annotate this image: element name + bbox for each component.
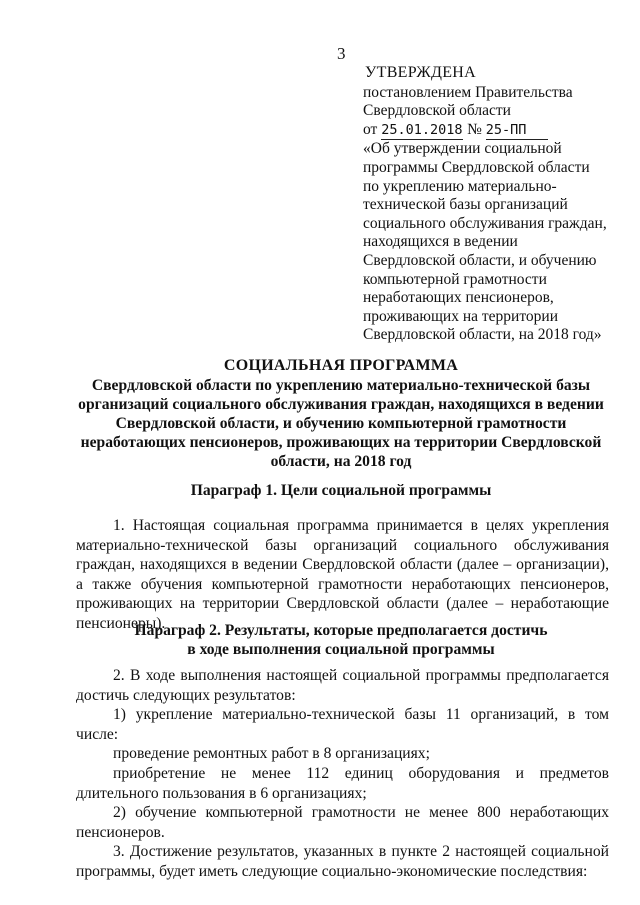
document-title — [76, 356, 606, 471]
page-number: 3 — [337, 44, 346, 63]
title-sub: Свердловской области по укреплению материально-технической базы организаций социального обслуживания граждан, находящихся в ведении Свердловской области, и обучению компьютерной грамотности неработающих пенсионеров, проживающих на территории Свердловской области, на 2018 год — [78, 377, 604, 470]
approval-date-number-line — [363, 121, 608, 141]
section-2-body — [76, 666, 609, 882]
paragraph: приобретение не менее 112 единиц оборудования и предметов длительного пользования в 6 организациях; — [76, 764, 609, 802]
paragraph: 3. Достижение результатов, указанных в пункте 2 настоящей социальной программы, будет иметь следующие социально-экономические последствия: — [76, 843, 609, 880]
title-main: СОЦИАЛЬНАЯ ПРОГРАММА — [223, 357, 459, 374]
approval-line-2: Свердловской области — [363, 102, 511, 120]
section-2-heading-line-1: Параграф 2. Результаты, которые предполагается достичь — [134, 622, 548, 639]
paragraph: 1) укрепление материально-технической базы 11 организаций, в том числе: — [76, 706, 609, 743]
approval-block — [363, 64, 608, 345]
approval-date: 25.01.2018 — [381, 121, 463, 141]
section-1-heading: Параграф 1. Цели социальной программы — [190, 482, 492, 499]
paragraph: 2. В ходе выполнения настоящей социальной программы предполагается достичь следующих результатов: — [76, 667, 609, 704]
approval-heading: УТВЕРЖДЕНА — [365, 64, 477, 81]
section-2-heading-line-2: в ходе выполнения социальной программы — [187, 641, 495, 658]
approval-line-1: постановлением Правительства — [363, 83, 573, 101]
paragraph: 2) обучение компьютерной грамотности не менее 800 неработающих пенсионеров. — [76, 804, 609, 841]
approval-quote: «Об утверждении социальной программы Свердловской области по укреплению материально-технической базы организаций социального обслуживания граждан, находящихся в ведении Свердловской области, и обучению компьютерной грамотности неработающих пенсионеров, проживающих на территории Свердловской области, на 2018 год» — [363, 140, 607, 344]
number-prefix: № — [467, 120, 482, 138]
date-prefix: от — [363, 120, 378, 138]
section-1-body — [76, 516, 609, 634]
paragraph: 1. Настоящая социальная программа принимается в целях укрепления материально-технической базы организаций социального обслуживания граждан, находящихся в ведении Свердловской области (далее – организации), а также обучения компьютерной грамотности неработающих пенсионеров, проживающих на территории Свердловской области (далее – неработающие пенсионеры). — [76, 517, 609, 632]
section-2-heading — [76, 621, 606, 659]
approval-number: 25-ПП — [486, 121, 548, 141]
paragraph: проведение ремонтных работ в 8 организациях; — [113, 745, 430, 763]
